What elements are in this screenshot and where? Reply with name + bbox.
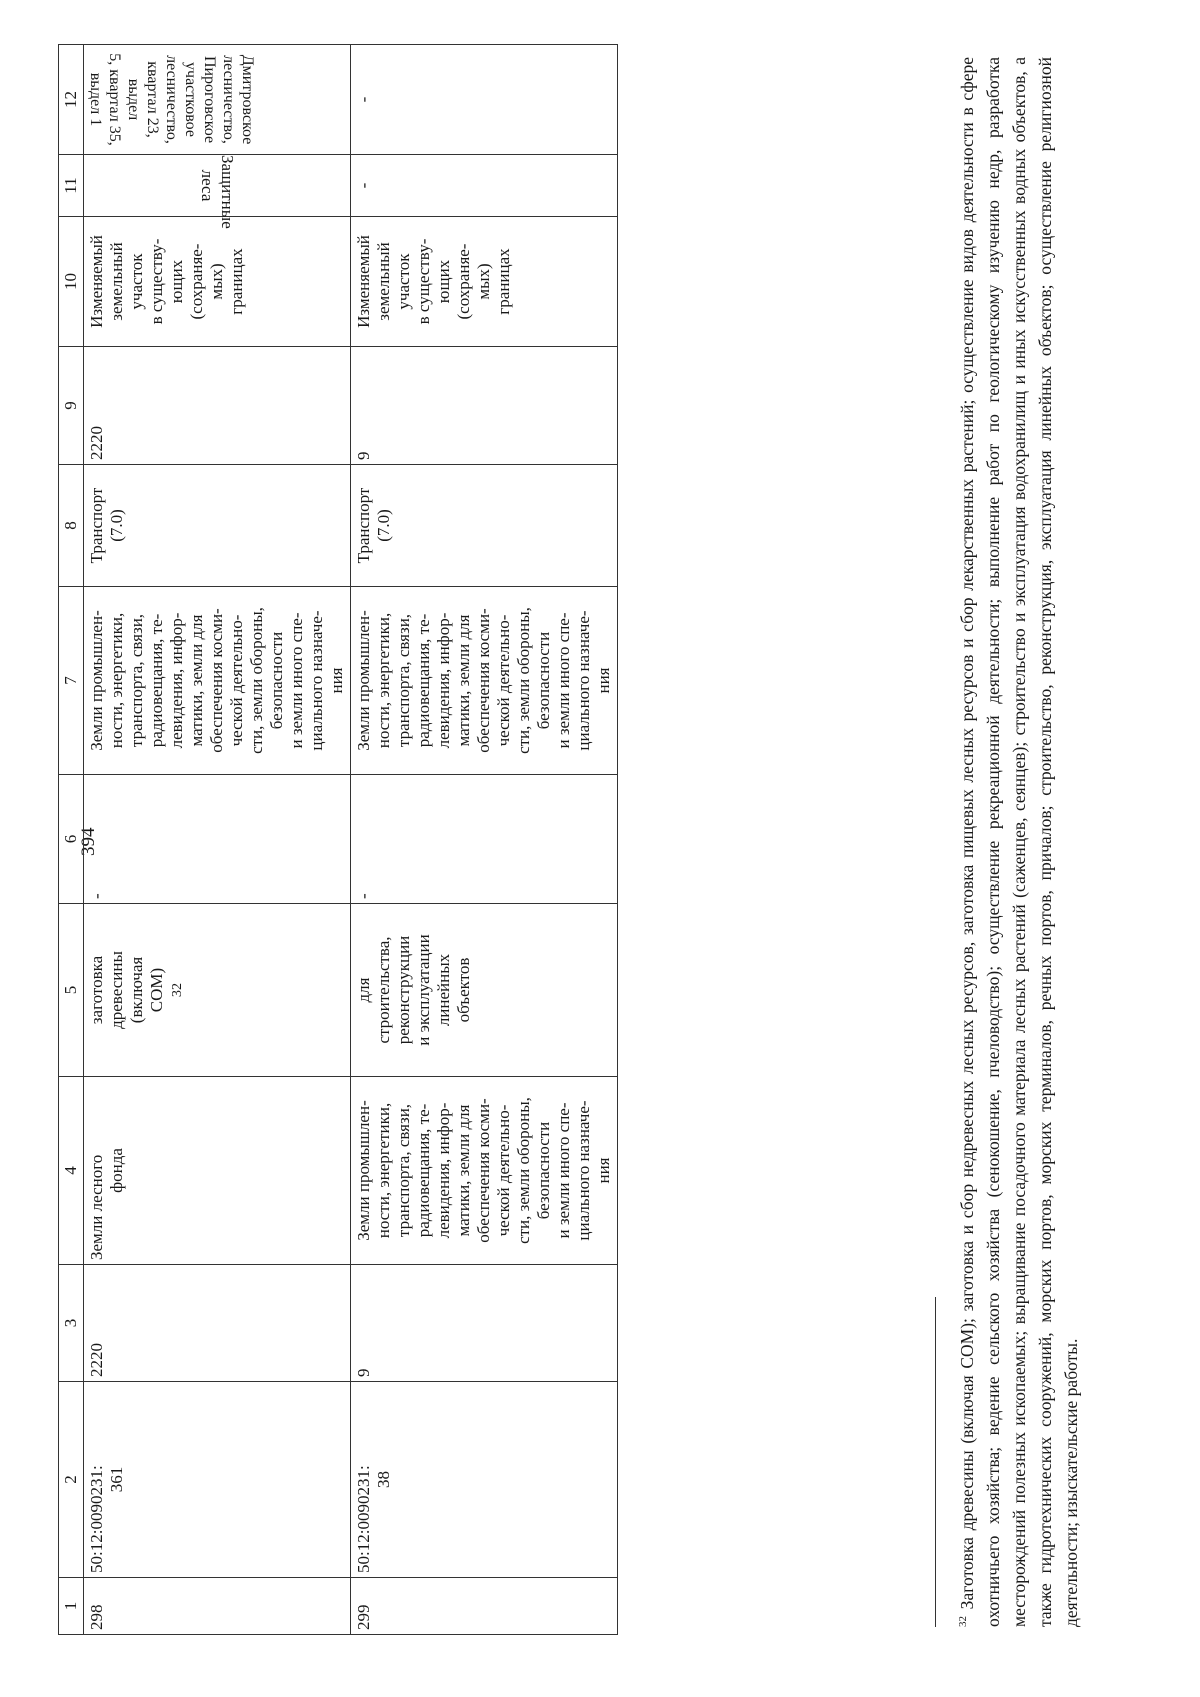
cadastral-number: 50:12:0090231: 361 [84, 1382, 351, 1578]
footnote [950, 57, 1084, 1627]
footnote-divider [935, 1297, 936, 1627]
header-col-8: 8 [59, 465, 84, 587]
forestry-location: Дмитровское лесничество, Пироговское участковое лесничество, квартал 23, выдел 5, квартал 35, выдел 1 [84, 45, 351, 155]
row-number: 299 [351, 1578, 618, 1635]
new-area-value: 2220 [84, 347, 351, 465]
header-col-12: 12 [59, 45, 84, 155]
footnote-text: Заготовка древесины (включая СОМ); заготовка и сбор недревесных лесных ресурсов, заготовка пищевых лесных ресурсов и сбор лекарственных растений; осуществление видов деятельности в сфере охотничьего хозяйства; ведение сельского хозяйства (сенокошение, пчеловодство); осуществление рекреационной деятельности; выполнение работ по геологическому изучению недр, разработка месторождений полезных ископаемых; выращивание посадочного материала лесных растений (саженцев, сеянцев); строительство и эксплуатация водохранилищ и иных искусственных водных объектов, а также гидротехнических сооружений, морских портов, морских терминалов, речных портов, причалов; строительство, реконструкция, эксплуатация линейных объектов; осуществление религиозной деятельности; изыскательские работы. [956, 57, 1081, 1627]
permitted-use: заготовка древесины (включая СОМ) $^{32}$ [84, 904, 351, 1077]
header-col-3: 3 [59, 1265, 84, 1382]
header-col-6: 6 [59, 775, 84, 904]
header-col-5: 5 [59, 904, 84, 1077]
permitted-use: для строительства, реконструкции и эксплуатации линейных объектов [351, 904, 618, 1077]
forestry-location: - [351, 45, 618, 155]
new-land-category: Земли промышлен- ности, энергетики, транспорта, связи, радиовещания, те- левидения, инфор- матики, земли для обеспечения косми- ческой деятельно- сти, земли обороны, безопасности и земли иного спе- циального назначе- ния [84, 587, 351, 775]
header-col-10: 10 [59, 217, 84, 347]
header-col-4: 4 [59, 1077, 84, 1265]
area-value: 2220 [84, 1265, 351, 1382]
col6-value: - [351, 775, 618, 904]
new-land-category: Земли промышлен- ности, энергетики, транспорта, связи, радиовещания, те- левидения, инфор- матики, земли для обеспечения косми- ческой деятельно- сти, земли обороны, безопасности и земли иного спе- циального назначе- ния [351, 587, 618, 775]
land-plots-table [58, 44, 618, 1635]
land-category: Земли промышлен- ности, энергетики, транспорта, связи, радиовещания, те- левидения, инфор- матики, земли для обеспечения косми- ческой деятельно- сти, земли обороны, безопасности и земли иного спе- циального назначе- ния [351, 1077, 618, 1265]
table-row [351, 45, 618, 1635]
header-col-2: 2 [59, 1382, 84, 1578]
land-category: Земли лесного фонда [84, 1077, 351, 1265]
plot-boundary-note: Изменяемый земельный участок в существу- ющих (сохраняе- мых) границах [351, 217, 618, 347]
table-row [84, 45, 351, 1635]
cadastral-number: 50:12:0090231: 38 [351, 1382, 618, 1578]
header-col-1: 1 [59, 1578, 84, 1635]
col6-value: - [84, 775, 351, 904]
new-permitted-use: Транспорт (7.0) [84, 465, 351, 587]
row-number: 298 [84, 1578, 351, 1635]
plot-boundary-note: Изменяемый земельный участок в существу- ющих (сохраняе- мых) границах [84, 217, 351, 347]
forest-category: Защитные леса [84, 155, 351, 217]
header-row [59, 45, 84, 1635]
header-col-9: 9 [59, 347, 84, 465]
forest-category: - [351, 155, 618, 217]
header-col-7: 7 [59, 587, 84, 775]
header-col-11: 11 [59, 155, 84, 217]
area-value: 9 [351, 1265, 618, 1382]
footnote-marker: 32 [957, 1616, 969, 1627]
footnote-ref: 32 [169, 982, 185, 998]
new-permitted-use: Транспорт (7.0) [351, 465, 618, 587]
page-number: 394 [78, 827, 99, 856]
new-area-value: 9 [351, 347, 618, 465]
